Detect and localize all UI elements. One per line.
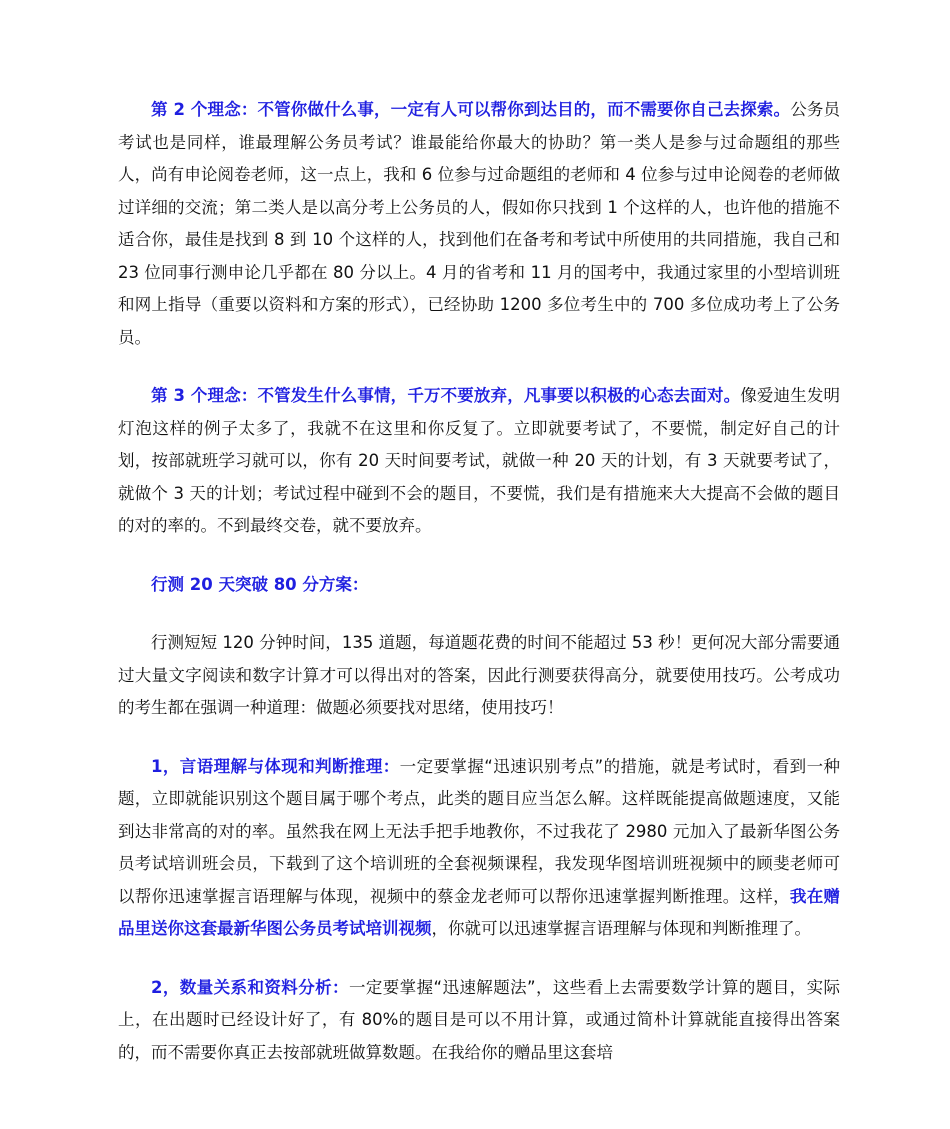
document-page xyxy=(118,94,840,1095)
concept-2-heading: 第 2 个理念：不管你做什么事，一定有人可以帮你到达目的，而不需要你自己去探索。 xyxy=(151,100,791,119)
paragraph-xingce-intro xyxy=(118,627,840,725)
paragraph-concept-2 xyxy=(118,94,840,354)
verbal-reasoning-body-2: ，你就可以迅速掌握言语理解与体现和判断推理了。 xyxy=(431,919,811,938)
paragraph-quant-analysis xyxy=(118,972,840,1070)
quant-analysis-body: 一定要掌握“迅速解题法”，这些看上去需要数学计算的题目，实际上，在出题时已经设计好了，有 80%的题目是可以不用计算，或通过简朴计算就能直接得出答案的，而不需要你真正去按部就班做算数题。在我给你的赠品里这套培 xyxy=(118,977,840,1062)
section-heading-xingce-plan xyxy=(118,569,840,602)
paragraph-concept-3 xyxy=(118,380,840,543)
concept-3-body: 像爱迪生发明灯泡这样的例子太多了，我就不在这里和你反复了。立即就要考试了，不要慌，制定好自己的计划，按部就班学习就可以，你有 20 天时间要考试，就做一种 20 天的计划，有 3 天就要考试了，就做个 3 天的计划；考试过程中碰到不会的题目，不要慌，我们是有措施来大大提高不会做的题目的对的率的。不到最终交卷，就不要放弃。 xyxy=(118,386,840,535)
gift-video-highlight: 我在赠品里送你这套最新华图公务员考试培训视频 xyxy=(118,886,841,938)
xingce-plan-heading: 行测 20 天突破 80 分方案： xyxy=(151,574,369,594)
concept-2-body: 公务员考试也是同样，谁最理解公务员考试？谁最能给你最大的协助？第一类人是参与过命题组的那些人，尚有申论阅卷老师，这一点上，我和 6 位参与过命题组的老师和 4 位参与过申论阅卷的老师做过详细的交流；第二类人是以高分考上公务员的人，假如你只找到 1 个这样的人，也许他的措施不适合你，最佳是找到 8 到 10 个这样的人，找到他们在备考和考试中所使用的共同措施，我自己和 23 位同事行测申论几乎都在 80 分以上。4 月的省考和 11 月的国考中，我通过家里的小型培训班和网上指导（重要以资料和方案的形式），已经协助 1200 多位考生中的 700 多位成功考上了公务员。 xyxy=(118,100,840,347)
paragraph-verbal-reasoning xyxy=(118,751,840,946)
verbal-reasoning-heading: 1，言语理解与体现和判断推理： xyxy=(151,756,400,776)
concept-3-heading: 第 3 个理念：不管发生什么事情，千万不要放弃，凡事要以积极的心态去面对。 xyxy=(151,386,741,405)
verbal-reasoning-body-1: 一定要掌握“迅速识别考点”的措施，就是考试时，看到一种题，立即就能识别这个题目属于哪个考点，此类的题目应当怎么解。这样既能提高做题速度，又能到达非常高的对的率。虽然我在网上无法手把手地教你，不过我花了 2980 元加入了最新华图公务员考试培训班会员，下载到了这个培训班的全套视频课程，我发现华图培训班视频中的顾斐老师可以帮你迅速掌握言语理解与体现，视频中的蔡金龙老师可以帮你迅速掌握判断推理。这样， xyxy=(118,756,840,906)
xingce-intro-body: 行测短短 120 分钟时间，135 道题，每道题花费的时间不能超过 53 秒！更何况大部分需要通过大量文字阅读和数字计算才可以得出对的答案，因此行测要获得高分，就要使用技巧。公考成功的考生都在强调一种道理：做题必须要找对思绪，使用技巧！ xyxy=(118,633,840,717)
quant-analysis-heading: 2，数量关系和资料分析： xyxy=(151,977,349,997)
